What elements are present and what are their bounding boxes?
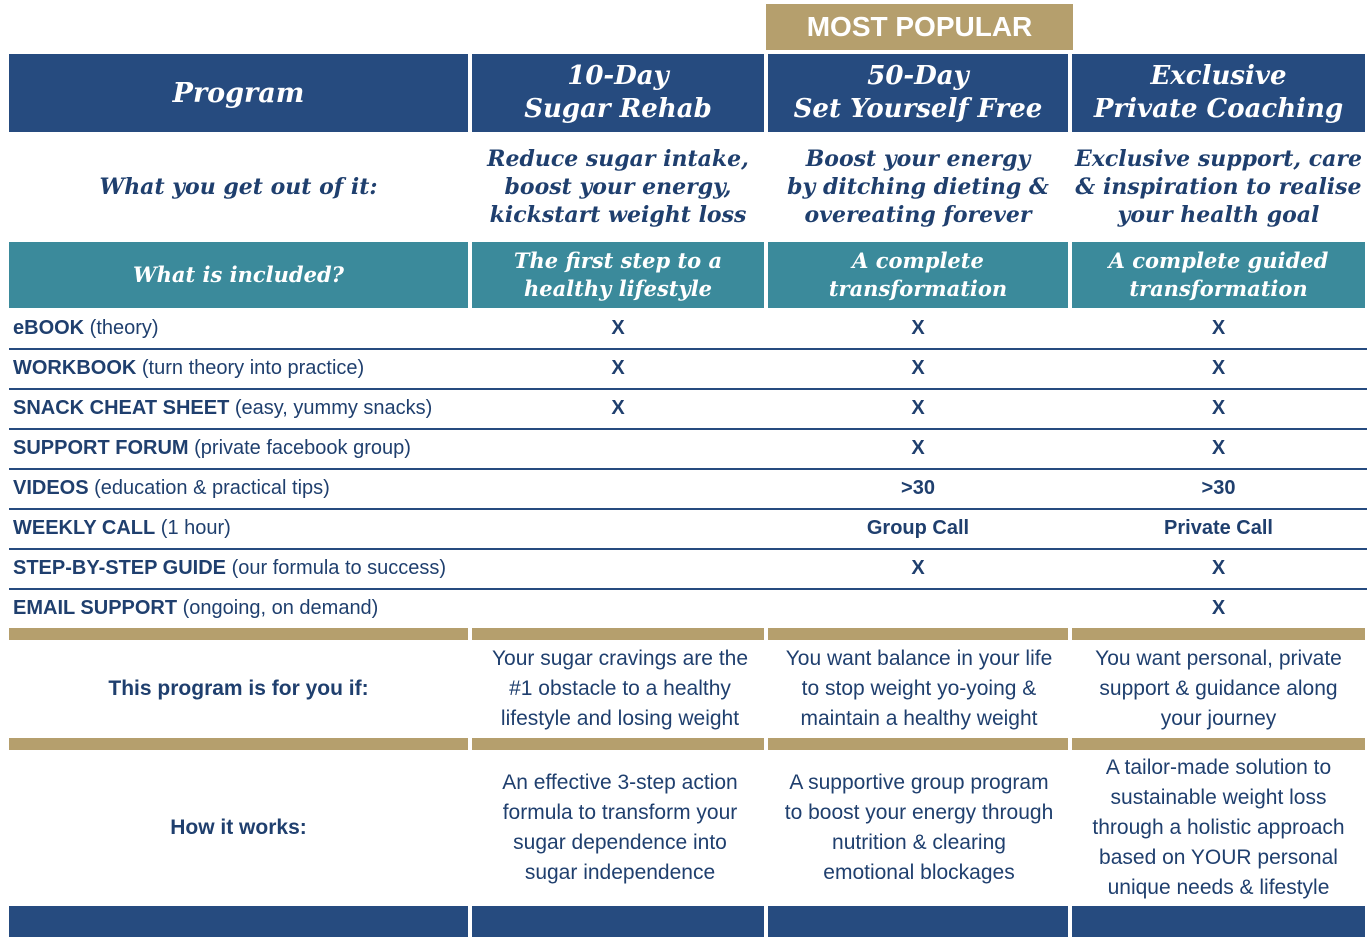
included-line: The first step to a xyxy=(513,248,723,273)
outcome-private-coaching xyxy=(1072,134,1365,240)
included-sugar-rehab xyxy=(472,242,764,308)
most-popular-label: MOST POPULAR xyxy=(806,11,1033,42)
how-line: nutrition & clearing xyxy=(832,831,1006,854)
for-you-line: #1 obstacle to a healthy xyxy=(509,677,731,700)
for-you-set-yourself-free xyxy=(768,642,1070,736)
feature-value: Group Call xyxy=(866,516,970,539)
header-program-cell xyxy=(9,54,468,132)
feature-detail: (easy, yummy snacks) xyxy=(229,396,433,419)
included-private-coaching xyxy=(1072,242,1365,308)
footer-bar xyxy=(1072,906,1365,937)
header-plan-set-yourself-free xyxy=(768,54,1068,132)
gold-separator xyxy=(472,628,764,640)
outcome-sugar-rehab xyxy=(472,134,764,240)
how-line: formula to transform your xyxy=(502,801,738,824)
for-you-sugar-rehab xyxy=(472,642,768,736)
most-popular-badge xyxy=(766,4,1073,50)
gold-separator xyxy=(472,738,764,750)
footer-bar xyxy=(9,906,468,937)
outcome-line: boost your energy, xyxy=(504,174,732,200)
feature-value xyxy=(472,509,764,547)
plan-name-line1: 50-Day xyxy=(867,61,969,91)
outcome-label: What you get out of it: xyxy=(99,174,378,200)
for-you-line: your journey xyxy=(1160,707,1277,730)
feature-detail: (private facebook group) xyxy=(188,436,411,459)
feature-name: SNACK CHEAT SHEET xyxy=(13,396,230,419)
for-you-line: lifestyle and losing weight xyxy=(500,707,740,730)
how-line: sugar independence xyxy=(524,861,716,884)
feature-row-step-by-step-guide xyxy=(13,549,446,587)
feature-name: eBOOK xyxy=(13,316,85,339)
feature-row-videos xyxy=(13,469,330,507)
feature-value: >30 xyxy=(901,476,935,499)
feature-name: WEEKLY CALL xyxy=(13,516,156,539)
feature-value: X xyxy=(1211,396,1226,419)
feature-value: X xyxy=(611,396,625,419)
how-line: sugar dependence into xyxy=(513,831,727,854)
feature-value: X xyxy=(911,356,925,379)
how-set-yourself-free xyxy=(768,752,1070,904)
feature-value xyxy=(472,549,764,587)
for-you-private-coaching xyxy=(1072,642,1365,736)
outcome-line: your health goal xyxy=(1117,202,1320,228)
feature-value: >30 xyxy=(1201,476,1236,499)
feature-row-email-support xyxy=(13,589,378,627)
outcome-line: Reduce sugar intake, xyxy=(487,146,749,172)
included-line: healthy lifestyle xyxy=(523,276,713,301)
for-you-line: support & guidance along xyxy=(1099,677,1338,700)
feature-value: X xyxy=(911,316,925,339)
feature-row-weekly-call xyxy=(13,509,231,547)
feature-name: SUPPORT FORUM xyxy=(13,436,189,459)
feature-name: WORKBOOK xyxy=(13,356,137,379)
feature-value: X xyxy=(611,316,625,339)
feature-value: Private Call xyxy=(1164,516,1273,539)
header-plan-sugar-rehab xyxy=(472,54,764,132)
feature-value: X xyxy=(1211,356,1226,379)
for-you-label: This program is for you if: xyxy=(108,677,369,700)
feature-value: X xyxy=(1211,316,1226,339)
included-label: What is included? xyxy=(133,262,344,287)
how-line: unique needs & lifestyle xyxy=(1107,876,1330,899)
gold-separator xyxy=(9,628,468,640)
feature-name: STEP-BY-STEP GUIDE xyxy=(13,556,227,579)
feature-value: X xyxy=(911,396,925,419)
gold-separator xyxy=(9,738,468,750)
plan-name-line2: Sugar Rehab xyxy=(524,94,712,124)
feature-name: EMAIL SUPPORT xyxy=(13,596,178,619)
feature-value xyxy=(472,469,764,507)
feature-row-snack-cheat-sheet xyxy=(13,389,432,427)
gold-separator xyxy=(768,738,1068,750)
how-label-cell xyxy=(9,752,468,904)
how-line: emotional blockages xyxy=(823,861,1015,884)
footer-bar xyxy=(472,906,764,937)
feature-value: X xyxy=(911,556,925,579)
for-you-label-cell xyxy=(9,642,468,736)
feature-value: X xyxy=(1211,596,1226,619)
feature-row-ebook xyxy=(13,309,159,347)
feature-row-support-forum xyxy=(13,429,411,467)
plan-name-line1: 10-Day xyxy=(567,61,669,91)
outcome-line: by ditching dieting & xyxy=(787,174,1049,200)
included-line: transformation xyxy=(828,276,1008,301)
outcome-line: overeating forever xyxy=(804,202,1032,228)
header-program-label: Program xyxy=(172,77,305,109)
feature-value: X xyxy=(1211,556,1226,579)
feature-value xyxy=(768,589,1068,627)
plan-name-line2: Set Yourself Free xyxy=(793,94,1043,124)
plan-name-line1: Exclusive xyxy=(1150,61,1287,91)
outcome-line: kickstart weight loss xyxy=(489,202,747,228)
for-you-line: Your sugar cravings are the xyxy=(491,647,749,670)
outcome-line: Exclusive support, care xyxy=(1075,146,1362,172)
for-you-line: You want balance in your life xyxy=(785,647,1053,670)
plan-name-line2: Private Coaching xyxy=(1093,94,1344,124)
included-set-yourself-free xyxy=(768,242,1068,308)
for-you-line: You want personal, private xyxy=(1095,647,1342,670)
feature-value: X xyxy=(911,436,925,459)
how-line: An effective 3-step action xyxy=(502,771,738,794)
header-plan-private-coaching xyxy=(1072,54,1365,132)
how-line: sustainable weight loss xyxy=(1110,786,1327,809)
feature-value xyxy=(472,589,764,627)
feature-value: X xyxy=(1211,436,1226,459)
how-line: to boost your energy through xyxy=(784,801,1054,824)
feature-row-workbook xyxy=(13,349,364,387)
feature-detail: (our formula to success) xyxy=(226,556,447,579)
gold-separator xyxy=(1072,628,1365,640)
outcome-set-yourself-free xyxy=(768,134,1068,240)
footer-bar xyxy=(768,906,1068,937)
outcome-line: Boost your energy xyxy=(805,146,1031,172)
included-line: transformation xyxy=(1129,276,1308,301)
included-line: A complete guided xyxy=(1108,248,1329,273)
feature-value: X xyxy=(611,356,625,379)
feature-detail: (ongoing, on demand) xyxy=(177,596,379,619)
how-sugar-rehab xyxy=(472,752,768,904)
for-you-line: maintain a healthy weight xyxy=(800,707,1038,730)
how-line: A supportive group program xyxy=(789,771,1049,794)
for-you-line: to stop weight yo-yoing & xyxy=(801,677,1037,700)
how-private-coaching xyxy=(1072,752,1365,904)
how-line: A tailor-made solution to xyxy=(1105,756,1332,779)
how-line: through a holistic approach xyxy=(1092,816,1345,839)
feature-detail: (theory) xyxy=(84,316,159,339)
feature-value xyxy=(472,429,764,467)
gold-separator xyxy=(768,628,1068,640)
feature-detail: (turn theory into practice) xyxy=(136,356,365,379)
feature-name: VIDEOS xyxy=(13,476,89,499)
gold-separator xyxy=(1072,738,1365,750)
feature-detail: (1 hour) xyxy=(155,516,231,539)
outcome-label-cell xyxy=(9,134,468,240)
outcome-line: & inspiration to realise xyxy=(1075,174,1362,200)
included-line: A complete xyxy=(852,248,984,273)
feature-detail: (education & practical tips) xyxy=(88,476,330,499)
included-label-cell xyxy=(9,242,468,308)
how-label: How it works: xyxy=(170,816,307,839)
how-line: based on YOUR personal xyxy=(1099,846,1338,869)
